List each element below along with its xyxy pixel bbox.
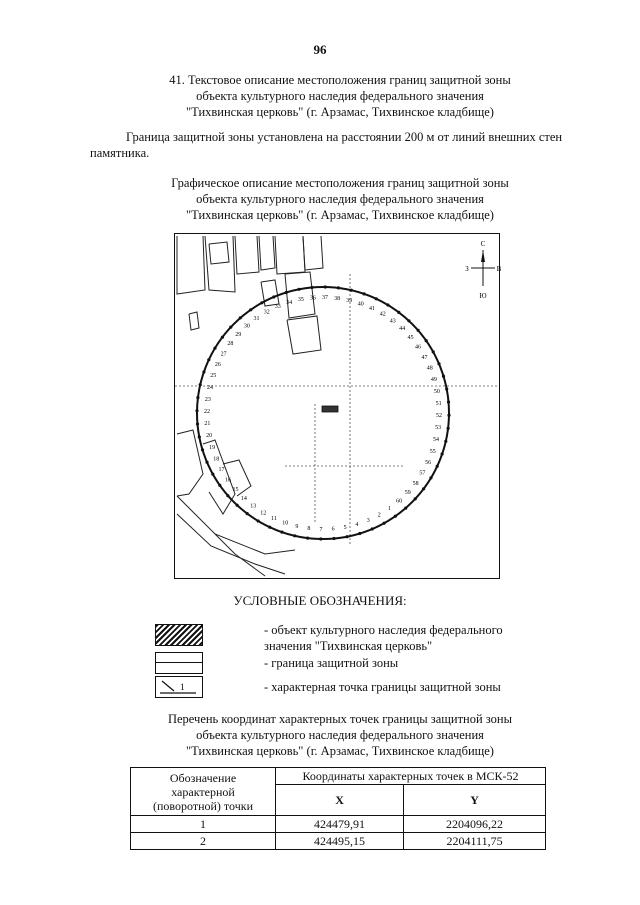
cell-point: 1 [131,816,276,833]
boundary-point-label: 28 [227,341,234,348]
boundary-point-label: 51 [435,400,442,407]
boundary-point-label: 42 [379,311,386,318]
boundary-point-label: 31 [253,316,260,322]
boundary-point-marker [429,476,432,479]
boundary-point-marker [447,400,450,403]
boundary-point-label: 17 [218,467,225,474]
boundary-point-marker [425,339,428,342]
graphic-heading-line: объекта культурного наследия федерального значения [196,192,484,206]
boundary-point-marker [404,507,407,510]
boundary-point-label: 1 [388,506,391,512]
boundary-point-marker [375,297,378,300]
compass-north-label: С [480,240,486,248]
legend-swatch-point [155,676,203,698]
boundary-point-label: 29 [235,331,242,338]
boundary-point-marker [218,484,221,487]
boundary-point-marker [195,409,198,412]
boundary-point-marker [268,526,271,529]
boundary-point-marker [332,537,335,540]
boundary-point-label: 19 [209,444,216,451]
monument-marker [322,406,338,412]
boundary-point-label: 12 [260,510,267,517]
header-designation-line: Обозначение [169,770,237,785]
boundary-point-marker [445,387,448,390]
boundary-point-label: 59 [404,490,411,497]
graphic-heading-line: Графическое описание местоположения границ защитной зоны [171,176,509,190]
boundary-point-marker [447,427,450,430]
boundary-point-marker [229,326,232,329]
boundary-point-label: 27 [220,351,227,358]
boundary-point-marker [397,311,400,314]
boundary-point-marker [236,504,239,507]
boundary-point-marker [442,375,445,378]
legend-text-line: - объект культурного наследия федерального [264,623,503,637]
boundary-point-label: 60 [396,498,403,505]
header-designation [131,768,276,816]
legend-text-line: значения "Тихвинская церковь" [264,639,433,653]
boundary-point-label: 4 [355,521,359,528]
boundary-point-label: 58 [412,480,419,487]
boundary-text-line: Граница защитной зоны установлена на расстоянии 200 м от линий внешних стен [126,130,563,144]
section-heading-line: 41. Текстовое описание местоположения границ защитной зоны [169,73,511,87]
boundary-point-marker [371,527,374,530]
compass-west-label: З [465,265,469,273]
graphic-heading [90,175,590,223]
boundary-point-label: 44 [399,326,406,333]
boundary-point-label: 40 [357,301,364,308]
boundary-point-marker [202,370,205,373]
boundary-point-label: 34 [286,300,293,307]
boundary-point-label: 26 [214,362,221,368]
boundary-point-label: 53 [435,425,442,432]
boundary-point-marker [436,465,439,468]
boundary-point-label: 7 [319,527,323,533]
boundary-point-label: 18 [213,456,220,463]
boundary-point-marker [447,414,450,417]
boundary-point-label: 55 [429,448,436,455]
boundary-point-label: 20 [206,433,213,440]
boundary-point-label: 39 [346,298,353,304]
boundary-point-label: 5 [343,524,347,531]
boundary-point-marker [196,396,199,399]
boundary-point-marker [306,537,309,540]
boundary-point-marker [196,422,199,425]
boundary-point-label: 3 [366,517,370,524]
boundary-point-label: 36 [309,295,316,302]
cell-y: 2204111,75 [404,833,546,850]
coordinates-table [130,767,546,850]
section-heading-line: объекта культурного наследия федерального значения [196,89,484,103]
boundary-point-label: 25 [210,373,217,380]
legend-swatch-monument [155,624,203,646]
boundary-point-marker [213,347,216,350]
boundary-description [90,129,580,161]
header-designation-line: характерной [171,784,235,799]
boundary-point-marker [386,303,389,306]
boundary-point-marker [199,383,202,386]
compass-south-label: Ю [479,292,487,300]
boundary-point-label: 2 [377,512,381,519]
boundary-point-marker [444,440,447,443]
boundary-point-label: 22 [204,409,210,415]
boundary-point-label: 46 [415,344,421,351]
boundary-point-marker [422,487,425,490]
map-roads [177,496,295,576]
cell-y: 2204096,22 [404,816,546,833]
boundary-point-label: 54 [433,437,439,444]
boundary-point-marker [280,531,283,534]
boundary-point-marker [324,285,327,288]
boundary-point-label: 13 [250,503,257,510]
boundary-point-marker [310,286,313,289]
cell-point: 2 [131,833,276,850]
legend-swatch-zone-boundary [155,652,203,674]
boundary-point-marker [198,435,201,438]
boundary-point-label: 8 [307,526,311,533]
header-designation-line: (поворотной) точки [153,798,253,813]
boundary-point-marker [358,532,361,535]
boundary-point-marker [272,295,275,298]
boundary-point-label: 37 [322,295,328,301]
boundary-point-label: 35 [297,297,304,304]
boundary-point-marker [207,358,210,361]
boundary-point-marker [249,308,252,311]
boundary-point-label: 45 [407,334,414,341]
section-heading-line: "Тихвинская церковь" (г. Арзамас, Тихвинское кладбище) [186,105,494,119]
point-symbol-icon [156,677,202,697]
protection-zone-boundary [197,287,449,539]
boundary-point-marker [246,512,249,515]
header-coordinates: Координаты характерных точек в МСК-52 [276,768,546,785]
boundary-point-label: 21 [204,421,211,428]
compass-east-label: В [496,265,502,273]
legend-text-line: - характерная точка границы защитной зоны [264,680,501,694]
boundary-point-marker [414,497,417,500]
boundary-point-label: 9 [295,524,299,530]
header-x: X [276,785,404,816]
legend-item-monument [264,622,564,654]
boundary-point-label: 23 [204,396,211,403]
boundary-point-label: 10 [282,520,289,527]
boundary-text-line: памятника. [90,146,150,160]
boundary-point-label: 48 [426,365,433,372]
boundary-point-label: 16 [225,477,231,484]
boundary-point-marker [437,362,440,365]
boundary-point-marker [383,522,386,525]
boundary-point-label: 11 [271,516,277,523]
boundary-point-marker [394,515,397,518]
boundary-point-label: 24 [207,384,213,391]
boundary-point-marker [337,286,340,289]
coords-heading-line: "Тихвинская церковь" (г. Арзамас, Тихвинское кладбище) [186,744,494,758]
boundary-point-marker [239,316,242,319]
boundary-point-marker [260,301,263,304]
boundary-point-marker [319,537,322,540]
boundary-point-label: 57 [419,470,426,477]
boundary-point-marker [441,452,444,455]
cell-x: 424495,15 [276,833,404,850]
boundary-point-marker [407,319,410,322]
coords-heading-line: объекта культурного наследия федерального значения [196,728,484,742]
boundary-point-marker [362,292,365,295]
boundary-point-marker [211,473,214,476]
legend-item-zone-boundary [264,655,564,671]
boundary-point-label: 47 [421,354,428,361]
legend-text-line: - граница защитной зоны [264,656,399,670]
boundary-point-marker [417,329,420,332]
table-row [131,816,546,833]
boundary-map [174,233,500,579]
boundary-point-marker [345,535,348,538]
map-buildings [177,236,323,517]
legend-item-point [264,679,584,695]
boundary-point-marker [432,350,435,353]
coords-heading-line: Перечень координат характерных точек границы защитной зоны [167,712,513,726]
boundary-point-marker [297,288,300,291]
page-number: 96 [313,42,327,57]
boundary-point-marker [285,291,288,294]
cell-x: 424479,91 [276,816,404,833]
compass-icon [465,240,501,300]
map-drawing [175,234,502,578]
legend-title: УСЛОВНЫЕ ОБОЗНАЧЕНИЯ: [233,593,407,608]
boundary-point-label: 50 [433,388,440,395]
header-y: Y [404,785,546,816]
boundary-point-label: 38 [334,295,341,302]
boundary-point-marker [350,289,353,292]
boundary-point-label: 52 [436,413,442,419]
coords-heading [90,711,590,759]
boundary-point-label: 43 [389,318,396,325]
section-heading [90,72,590,120]
boundary-point-label: 6 [331,526,335,533]
boundary-point-label: 30 [243,323,250,330]
table-row [131,833,546,850]
boundary-point-marker [221,336,224,339]
graphic-heading-line: "Тихвинская церковь" (г. Арзамас, Тихвинское кладбище) [186,208,494,222]
boundary-point-label: 49 [430,377,437,384]
boundary-point-label: 15 [232,487,239,494]
boundary-point-marker [226,494,229,497]
boundary-point-label: 14 [240,495,247,502]
point-symbol-label: 1 [180,682,185,692]
boundary-point-marker [205,461,208,464]
boundary-point-marker [293,534,296,537]
boundary-point-marker [257,519,260,522]
boundary-point-label: 41 [369,305,375,312]
boundary-point-label: 56 [425,460,432,466]
boundary-point-label: 32 [263,309,270,316]
boundary-point-marker [201,448,204,451]
boundary-point-label: 33 [274,304,281,311]
